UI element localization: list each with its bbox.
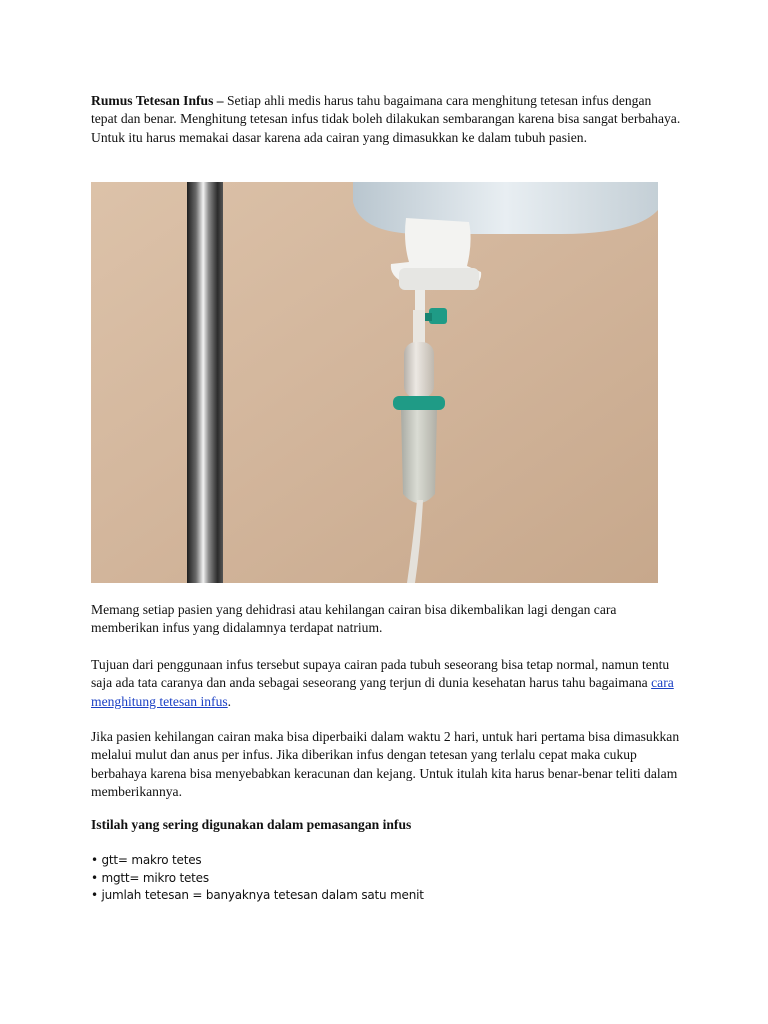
term-list xyxy=(91,852,424,905)
paragraph-3: Jika pasien kehilangan cairan maka bisa diperbaiki dalam waktu 2 hari, untuk hari pertama bisa dimasukkan melalui mulut dan anus per infus. Jika diberikan infus dengan tetesan yang terlalu cepat maka cukup berbahaya karena bisa menyebabkan keracunan dan kejang. Untuk itulah kita harus benar-benar teliti dalam memberikannya. xyxy=(91,729,680,799)
list-item: • jumlah tetesan = banyaknya tetesan dalam satu menit xyxy=(91,888,424,902)
intro-text: Setiap ahli medis harus tahu bagaimana cara menghitung tetesan infus dengan tepat dan benar. Menghitung tetesan infus tidak boleh dilakukan sembarangan karena bisa sangat berbahaya. Untuk itu harus memakai dasar karena ada cairan yang dimasukkan ke dalam tubuh pasien. xyxy=(91,93,681,145)
iv-drip-photo xyxy=(91,182,658,583)
paragraph-1: Memang setiap pasien yang dehidrasi atau kehilangan cairan bisa dikembalikan lagi dengan cara memberikan infus yang didalamnya terdapat natrium. xyxy=(91,602,617,636)
paragraph-2 xyxy=(91,656,681,711)
tetesan-infus-link[interactable]: cara menghitung tetesan infus xyxy=(91,675,674,709)
paragraph-2-text: Tujuan dari penggunaan infus tersebut supaya cairan pada tubuh seseorang bisa tetap normal, namun tentu saja ada tata caranya dan anda sebagai seseorang yang terjun di dunia kesehatan harus tahu bagaimana xyxy=(91,657,670,691)
paragraph-2-end: . xyxy=(227,693,232,709)
section-heading: Istilah yang sering digunakan dalam pemasangan infus xyxy=(91,817,412,832)
intro-title: Rumus Tetesan Infus – xyxy=(91,93,224,108)
list-item: • mgtt= mikro tetes xyxy=(91,870,209,885)
list-item: • gtt= makro tetes xyxy=(91,853,202,867)
intro-paragraph xyxy=(91,92,681,147)
